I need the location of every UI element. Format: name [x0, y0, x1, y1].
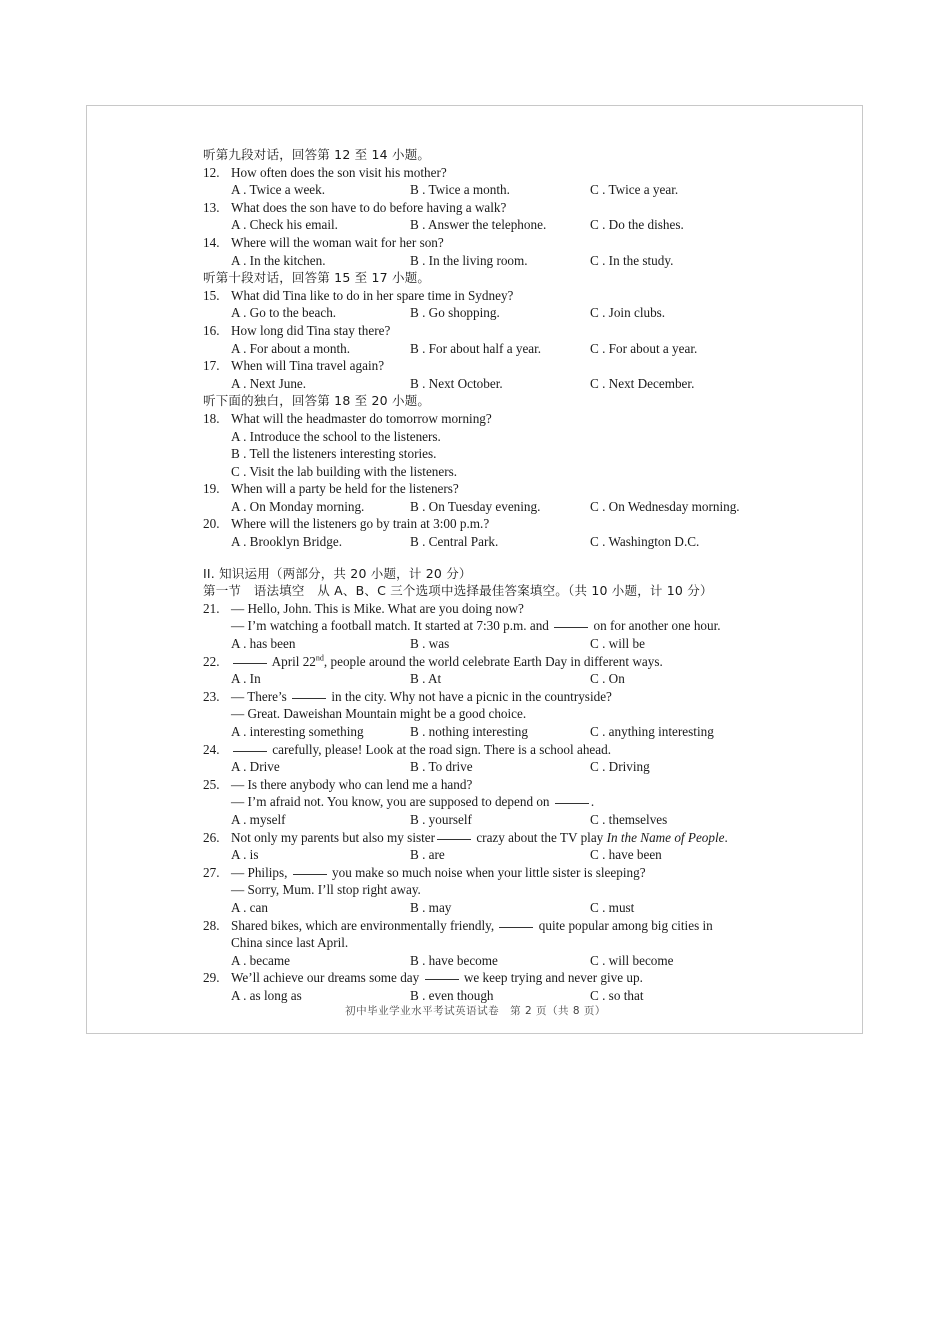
option-a: A . On Monday morning. — [231, 498, 365, 514]
options-19 — [203, 498, 763, 516]
option-b: B . In the living room. — [410, 252, 528, 268]
question-29 — [203, 969, 763, 987]
options-26 — [203, 846, 763, 864]
option-b: B . Central Park. — [410, 534, 499, 550]
question-number: 24. — [203, 741, 220, 757]
options-14 — [203, 252, 763, 270]
option-b: B . Answer the telephone. — [410, 217, 547, 233]
option-c: C . so that — [590, 987, 644, 1003]
option-a: A . Drive — [231, 759, 280, 775]
question-28 — [203, 917, 763, 935]
question-text: April 22 — [271, 653, 316, 669]
question-23-line-2: — Great. Daweishan Mountain might be a good choice. — [231, 706, 527, 722]
ordinal-suffix: nd — [315, 653, 324, 663]
option-c: C . In the study. — [590, 252, 674, 268]
question-12 — [203, 164, 763, 182]
option-a: A . In the kitchen. — [231, 252, 326, 268]
question-text: you make so much noise when your little sister is sleeping? — [332, 864, 646, 880]
question-text: , people around the world celebrate Earth Day in different ways. — [323, 653, 663, 669]
question-number: 23. — [203, 688, 220, 704]
question-text: We’ll achieve our dreams some day — [231, 970, 420, 986]
options-27 — [203, 899, 763, 917]
option-c: C . Do the dishes. — [590, 217, 684, 233]
question-number: 25. — [203, 776, 220, 792]
question-21 — [203, 600, 763, 618]
question-text: Not only my parents but also my sister — [231, 829, 436, 845]
answer-blank — [233, 663, 267, 664]
question-number: 12. — [203, 164, 220, 180]
option-a: A . as long as — [231, 987, 302, 1003]
question-text: Where will the listeners go by train at 3:00 p.m.? — [231, 516, 490, 532]
question-text: How often does the son visit his mother? — [231, 164, 447, 180]
exam-page — [86, 105, 863, 1034]
section-heading-9: 听第九段对话，回答第 12 至 14 小题。 — [203, 147, 431, 162]
option-b: B . For about half a year. — [410, 340, 542, 356]
option-c: C . Next December. — [590, 375, 695, 391]
question-26 — [203, 829, 763, 847]
option-c: C . themselves — [590, 811, 668, 827]
options-13 — [203, 216, 763, 234]
option-a: A . can — [231, 899, 268, 915]
options-28 — [203, 952, 763, 970]
question-text: — Philips, — [231, 864, 288, 880]
answer-blank — [499, 927, 533, 928]
question-text: crazy about the TV play — [476, 829, 604, 845]
question-19 — [203, 480, 763, 498]
answer-blank — [554, 627, 588, 628]
option-c: C . Visit the lab building with the listeners. — [231, 463, 458, 479]
option-c: C . will be — [590, 636, 645, 652]
option-a: A . Brooklyn Bridge. — [231, 534, 342, 550]
option-b: B . On Tuesday evening. — [410, 498, 541, 514]
question-number: 16. — [203, 322, 220, 338]
option-c: C . Twice a year. — [590, 182, 679, 198]
question-text: — There’s — [231, 688, 287, 704]
option-a: A . has been — [231, 636, 296, 652]
question-text: — I’m watching a football match. It started at 7:30 p.m. and — [231, 618, 549, 634]
question-14 — [203, 234, 763, 252]
question-text: we keep trying and never give up. — [463, 970, 643, 986]
question-16 — [203, 322, 763, 340]
answer-blank — [437, 839, 471, 840]
part-two-title: II. 知识运用（两部分，共 20 小题，计 20 分） — [203, 565, 472, 581]
option-a: A . In — [231, 671, 261, 687]
question-number: 28. — [203, 917, 220, 933]
question-text: on for another one hour. — [593, 618, 721, 634]
question-text: — Is there anybody who can lend me a hand? — [231, 776, 473, 792]
option-c: C . On Wednesday morning. — [590, 498, 740, 514]
question-22 — [203, 653, 763, 671]
section-one-title: 第一节 语法填空 从 A、B、C 三个选项中选择最佳答案填空。（共 10 小题，计 10 分） — [203, 583, 713, 599]
option-a: A . myself — [231, 811, 286, 827]
question-25 — [203, 776, 763, 794]
question-23 — [203, 688, 763, 706]
option-a: A . Introduce the school to the listeners. — [231, 428, 441, 444]
option-b: B . To drive — [410, 759, 473, 775]
answer-blank — [233, 751, 267, 752]
option-a: A . Go to the beach. — [231, 305, 337, 321]
options-15 — [203, 304, 763, 322]
option-a: A . Twice a week. — [231, 182, 326, 198]
options-21 — [203, 635, 763, 653]
option-c: C . For about a year. — [590, 340, 698, 356]
question-text: . — [590, 794, 595, 810]
option-c: C . anything interesting — [590, 724, 714, 739]
option-c: C . Driving — [590, 759, 650, 775]
option-a: A . is — [231, 847, 259, 863]
question-text: carefully, please! Look at the road sign. There is a school ahead. — [272, 741, 612, 757]
question-27-line-2: — Sorry, Mum. I’ll stop right away. — [231, 882, 421, 898]
question-number: 29. — [203, 970, 220, 986]
question-27 — [203, 864, 763, 882]
option-b: B . yourself — [410, 811, 472, 827]
spacer — [203, 551, 763, 565]
question-text: What does the son have to do before having a walk? — [231, 199, 507, 215]
answer-blank — [425, 979, 459, 980]
question-text: When will a party be held for the listeners? — [231, 481, 459, 497]
question-13 — [203, 199, 763, 217]
options-17 — [203, 375, 763, 393]
question-text: — Hello, John. This is Mike. What are you doing now? — [231, 600, 524, 616]
question-number: 19. — [203, 481, 220, 497]
question-text: . — [724, 829, 728, 845]
question-number: 14. — [203, 234, 220, 250]
question-25-line-2 — [203, 793, 763, 811]
option-a: A . For about a month. — [231, 340, 351, 356]
option-c: C . will become — [590, 952, 674, 968]
answer-blank — [293, 874, 327, 875]
question-number: 20. — [203, 516, 220, 532]
question-number: 17. — [203, 358, 220, 374]
question-text: Where will the woman wait for her son? — [231, 234, 444, 250]
option-a: A . interesting something — [231, 724, 364, 739]
option-b: B . At — [410, 671, 442, 687]
option-c: C . Washington D.C. — [590, 534, 700, 550]
option-b: B . nothing interesting — [410, 724, 528, 739]
section-heading-10: 听第十段对话，回答第 15 至 17 小题。 — [203, 270, 431, 286]
question-text: — I’m afraid not. You know, you are supposed to depend on — [231, 794, 550, 810]
question-28-line-2: China since last April. — [231, 935, 349, 951]
option-b: B . was — [410, 636, 450, 652]
options-29 — [203, 987, 763, 1005]
option-b: B . Twice a month. — [410, 182, 510, 198]
question-18 — [203, 410, 763, 428]
tv-play-title: In the Name of People — [606, 829, 725, 845]
section-heading-monologue: 听下面的独白，回答第 18 至 20 小题。 — [203, 393, 431, 409]
options-23 — [203, 723, 763, 741]
option-b: B . Tell the listeners interesting stories. — [231, 446, 437, 462]
question-number: 18. — [203, 410, 220, 426]
option-c: C . have been — [590, 847, 662, 863]
option-a: A . Check his email. — [231, 217, 338, 233]
question-text: When will Tina travel again? — [231, 358, 385, 374]
option-b: B . are — [410, 847, 445, 863]
option-b: B . Next October. — [410, 375, 503, 391]
options-20 — [203, 533, 763, 551]
question-number: 15. — [203, 287, 220, 303]
option-b: B . have become — [410, 952, 498, 968]
question-text: Shared bikes, which are environmentally friendly, — [231, 917, 495, 933]
answer-blank — [555, 803, 589, 804]
options-12 — [203, 181, 763, 199]
answer-blank — [292, 698, 326, 699]
option-b: B . Go shopping. — [410, 305, 500, 321]
question-15 — [203, 287, 763, 305]
question-24 — [203, 741, 763, 759]
question-text: quite popular among big cities in — [538, 917, 713, 933]
option-a: A . Next June. — [231, 375, 307, 391]
question-20 — [203, 515, 763, 533]
question-text: in the city. Why not have a picnic in the countryside? — [331, 688, 612, 704]
question-17 — [203, 357, 763, 375]
question-number: 27. — [203, 864, 220, 880]
question-21-line-2 — [203, 617, 763, 635]
option-a: A . became — [231, 952, 290, 968]
question-number: 22. — [203, 653, 220, 669]
exam-content — [203, 146, 763, 1005]
page-footer: 初中毕业学业水平考试英语试卷 第 2 页（共 8 页） — [345, 1005, 606, 1017]
option-b: B . even though — [410, 987, 494, 1003]
question-number: 13. — [203, 199, 220, 215]
option-b: B . may — [410, 899, 452, 915]
option-c: C . Join clubs. — [590, 305, 666, 321]
option-c: C . On — [590, 671, 625, 687]
question-number: 26. — [203, 829, 220, 845]
question-number: 21. — [203, 600, 220, 616]
question-text: What will the headmaster do tomorrow morning? — [231, 410, 492, 426]
options-24 — [203, 758, 763, 776]
options-16 — [203, 340, 763, 358]
question-text: How long did Tina stay there? — [231, 322, 391, 338]
options-25 — [203, 811, 763, 829]
option-c: C . must — [590, 899, 635, 915]
question-text: What did Tina like to do in her spare time in Sydney? — [231, 287, 514, 303]
options-22 — [203, 670, 763, 688]
